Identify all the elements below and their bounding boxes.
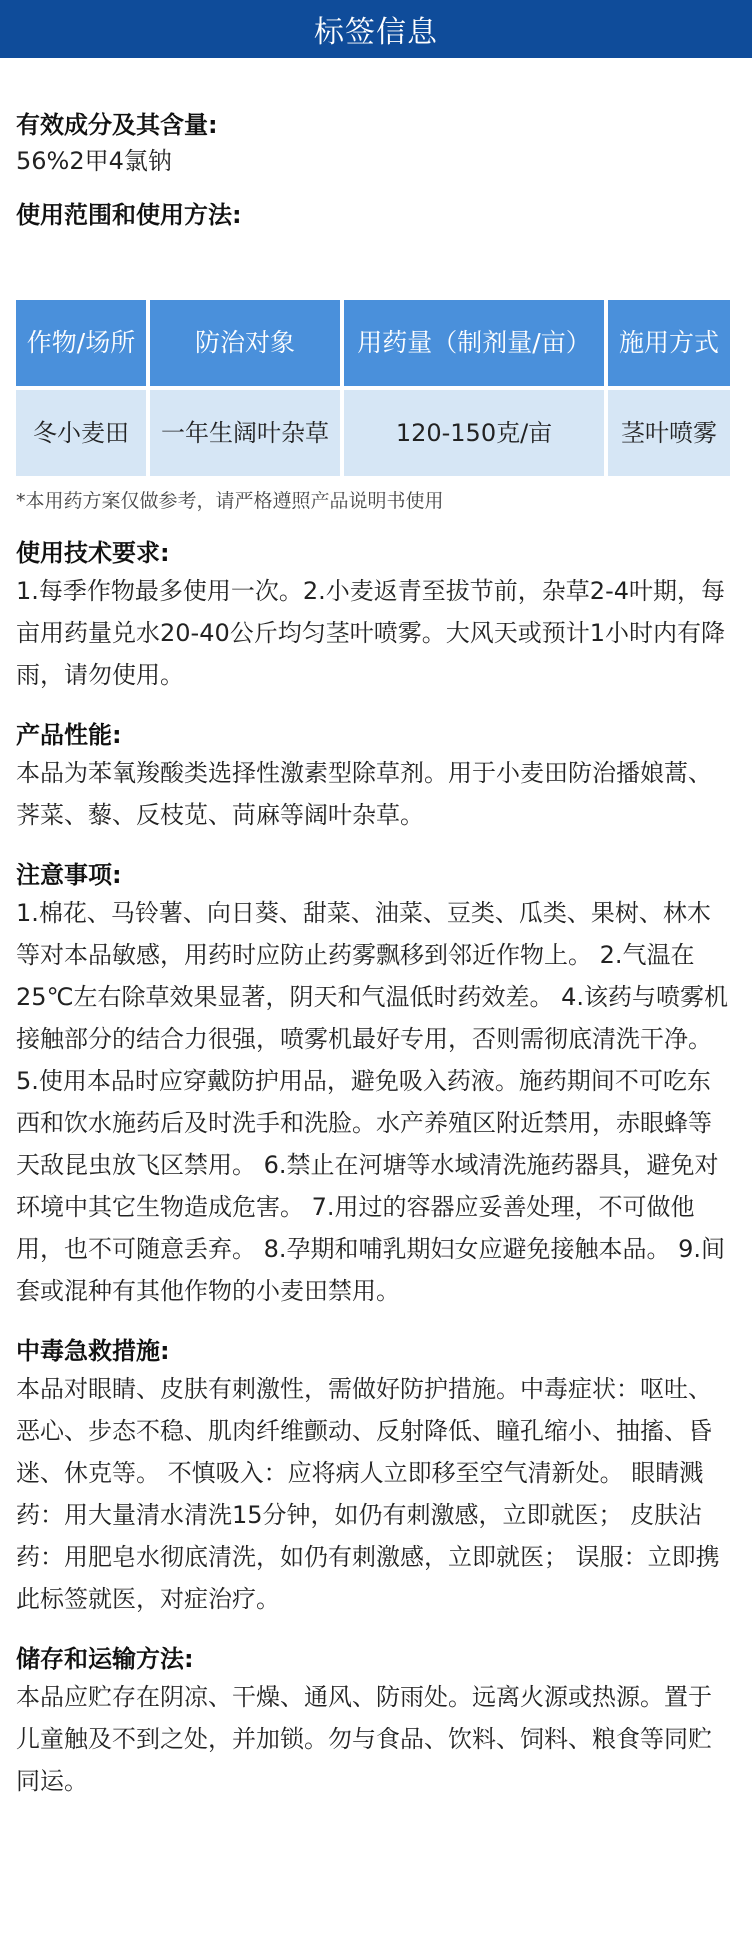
ingredients-value: 56%2甲4氯钠 xyxy=(16,147,172,175)
page-header xyxy=(0,0,752,58)
column-header-method: 施用方式 xyxy=(608,300,730,386)
precautions-heading: 注意事项: xyxy=(16,861,122,889)
storage-text: 本品应贮存在阴凉、干燥、通风、防雨处。远离火源或热源。置于儿童触及不到之处，并加锁。勿与食品、饮料、饲料、粮食等同贮同运。 xyxy=(16,1683,712,1795)
firstaid-text: 本品对眼睛、皮肤有刺激性，需做好防护措施。中毒症状：呕吐、恶心、步态不稳、肌肉纤维颤动、反射降低、瞳孔缩小、抽搐、昏迷、休克等。 不慎吸入：应将病人立即移至空气清新处。 眼睛溅药：用大量清水清洗15分钟，如仍有刺激感，立即就医； 皮肤沾药：用肥皂水彻底清洗，如仍有刺激感，立即就医； 误服：立即携此标签就医，对症治疗。 xyxy=(16,1375,720,1613)
tech-heading: 使用技术要求: xyxy=(16,539,170,567)
table-row xyxy=(16,390,730,476)
precautions-text: 1.棉花、马铃薯、向日葵、甜菜、油菜、豆类、瓜类、果树、林木等对本品敏感，用药时应防止药雾飘移到邻近作物上。 2.气温在25℃左右除草效果显著，阴天和气温低时药效差。 4.该药与喷雾机接触部分的结合力很强，喷雾机最好专用，否则需彻底清洗干净。 5.使用本品时应穿戴防护用品，避免吸入药液。施药期间不可吃东西和饮水施药后及时洗手和洗脸。水产养殖区附近禁用，赤眼蜂等天敌昆虫放飞区禁用。 6.禁止在河塘等水域清洗施药器具，避免对环境中其它生物造成危害。 7.用过的容器应妥善处理，不可做他用，也不可随意丢弃。 8.孕期和哺乳期妇女应避免接触本品。 9.间套或混种有其他作物的小麦田禁用。 xyxy=(16,899,729,1305)
usage-note: *本用药方案仅做参考，请严格遵照产品说明书使用 xyxy=(16,490,444,512)
table-header-row xyxy=(16,300,730,386)
ingredients-heading: 有效成分及其含量: xyxy=(16,111,218,139)
performance-text: 本品为苯氧羧酸类选择性激素型除草剂。用于小麦田防治播娘蒿、荠菜、藜、反枝苋、苘麻等阔叶杂草。 xyxy=(16,759,712,829)
storage-heading: 储存和运输方法: xyxy=(16,1645,194,1673)
column-header-target: 防治对象 xyxy=(150,300,340,386)
usage-heading: 使用范围和使用方法: xyxy=(16,201,242,229)
cell-dosage: 120-150克/亩 xyxy=(344,390,604,476)
column-header-crop: 作物/场所 xyxy=(16,300,146,386)
performance-heading: 产品性能: xyxy=(16,721,122,749)
column-header-dosage: 用药量（制剂量/亩） xyxy=(344,300,604,386)
cell-method: 茎叶喷雾 xyxy=(608,390,730,476)
firstaid-heading: 中毒急救措施: xyxy=(16,1337,170,1365)
label-content xyxy=(0,58,752,1802)
tech-text: 1.每季作物最多使用一次。2.小麦返青至拔节前，杂草2-4叶期，每亩用药量兑水20-40公斤均匀茎叶喷雾。大风天或预计1小时内有降雨，请勿使用。 xyxy=(16,577,726,689)
cell-crop: 冬小麦田 xyxy=(16,390,146,476)
page-title: 标签信息 xyxy=(314,15,438,50)
dosage-table xyxy=(12,296,734,480)
cell-target: 一年生阔叶杂草 xyxy=(150,390,340,476)
